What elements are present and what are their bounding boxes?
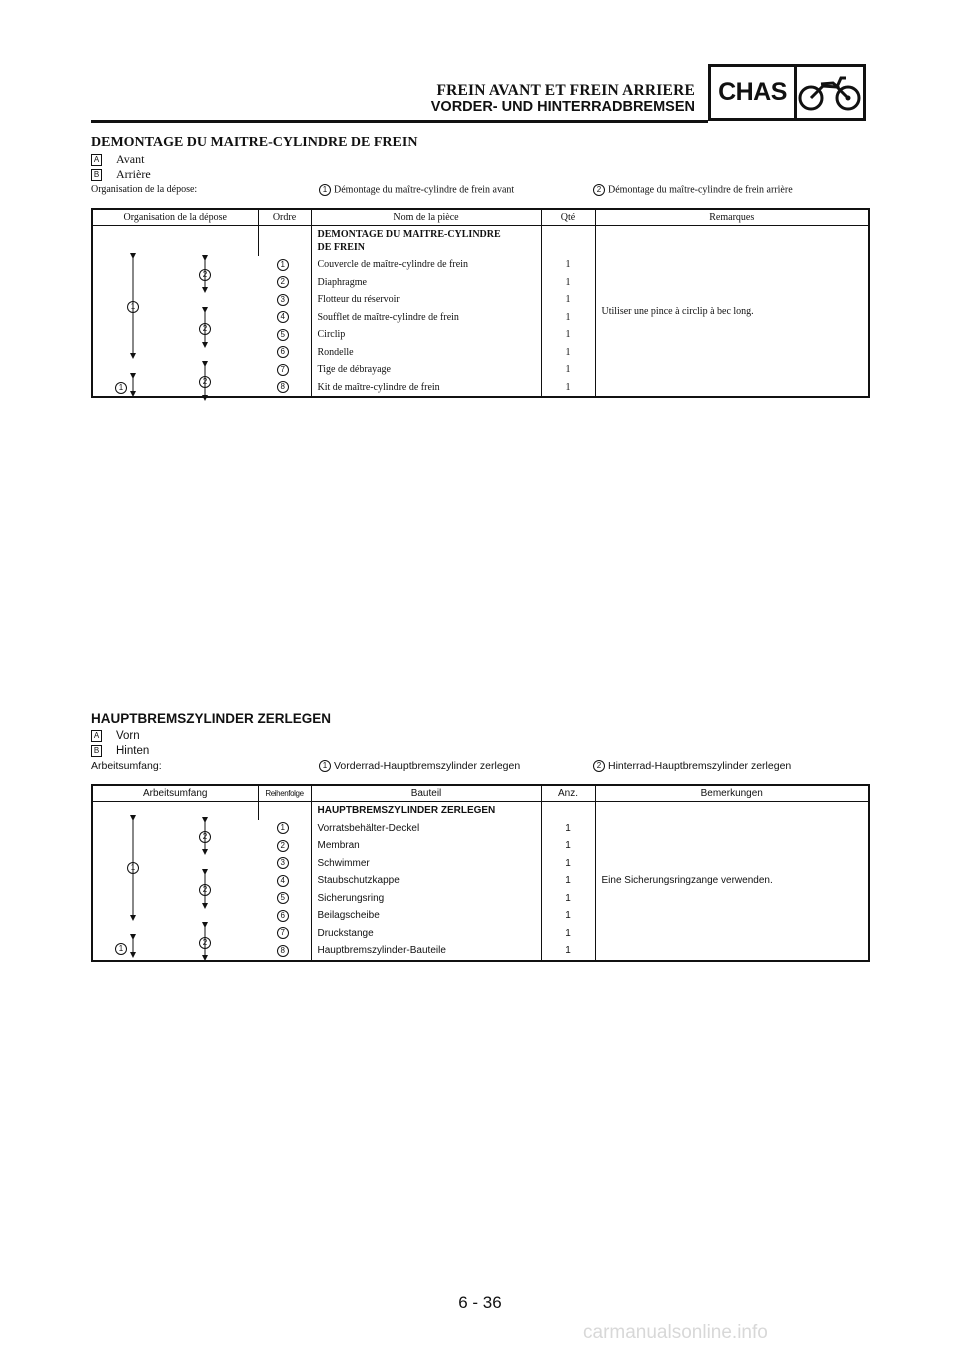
remark-cell: Eine Sicherungsringzange verwenden. <box>595 802 869 961</box>
section-title-de: HAUPTBREMSZYLINDER ZERLEGEN <box>91 711 332 726</box>
parts-table-de <box>91 784 870 962</box>
part-qty: 1 <box>541 942 595 961</box>
order-number: 1 <box>277 822 289 834</box>
label-a-text: Avant <box>116 152 145 166</box>
part-qty: 1 <box>541 890 595 908</box>
box-letter-b: B <box>91 745 102 757</box>
column-header: Bemerkungen <box>595 785 869 802</box>
part-name: Flotteur du réservoir <box>311 291 541 309</box>
part-name: Circlip <box>311 326 541 344</box>
part-qty: 1 <box>541 855 595 873</box>
header-rule <box>91 120 708 123</box>
column-header: Qté <box>541 209 595 226</box>
column-header: Ordre <box>258 209 311 226</box>
motorcycle-icon <box>797 67 863 118</box>
section-row-title: HAUPTBREMSZYLINDER ZERLEGEN <box>311 802 541 820</box>
label-b-text: Arrière <box>116 167 151 181</box>
diagram-label: 2 <box>199 269 211 281</box>
order-number: 4 <box>277 311 289 323</box>
part-name: Druckstange <box>311 925 541 943</box>
order-number: 7 <box>277 364 289 376</box>
parts-table-fr <box>91 208 870 398</box>
section-title-fr: DEMONTAGE DU MAITRE-CYLINDRE DE FREIN <box>91 135 418 150</box>
part-name: Diaphragme <box>311 274 541 292</box>
part-name: Hauptbremszylinder-Bauteile <box>311 942 541 961</box>
part-qty: 1 <box>541 274 595 292</box>
part-name: Beilagscheibe <box>311 907 541 925</box>
part-qty: 1 <box>541 379 595 398</box>
box-letter-b: B <box>91 169 102 181</box>
section-row-title <box>311 226 541 257</box>
header-title-fr: FREIN AVANT ET FREIN ARRIERE <box>436 82 695 99</box>
order-number: 4 <box>277 875 289 887</box>
part-qty: 1 <box>541 344 595 362</box>
part-qty: 1 <box>541 309 595 327</box>
column-header: Remarques <box>595 209 869 226</box>
scope-line-fr <box>91 184 871 198</box>
part-name: Staubschutzkappe <box>311 872 541 890</box>
table-row <box>92 226 869 257</box>
diagram-label: 2 <box>199 376 211 388</box>
part-name: Tige de débrayage <box>311 361 541 379</box>
part-qty: 1 <box>541 820 595 838</box>
removal-order-diagram <box>92 226 258 398</box>
scope-item-1-text: Vorderrad-Hauptbremszylinder zerlegen <box>334 760 521 772</box>
order-number: 2 <box>277 276 289 288</box>
part-qty: 1 <box>541 291 595 309</box>
diagram-label: 2 <box>199 937 211 949</box>
diagram-label: 2 <box>199 831 211 843</box>
part-name: Membran <box>311 837 541 855</box>
table-header-row <box>92 785 869 802</box>
table-row <box>92 802 869 820</box>
part-name: Schwimmer <box>311 855 541 873</box>
order-number: 2 <box>277 840 289 852</box>
box-letter-a: A <box>91 154 102 166</box>
column-header: Arbeitsumfang <box>92 785 258 802</box>
part-qty: 1 <box>541 361 595 379</box>
column-header: Organisation de la dépose <box>92 209 258 226</box>
removal-order-diagram <box>92 802 258 961</box>
scope-item-2 <box>593 184 793 196</box>
part-qty: 1 <box>541 872 595 890</box>
label-a-fr <box>91 152 871 167</box>
part-name: Sicherungsring <box>311 890 541 908</box>
remark-cell: Utiliser une pince à circlip à bec long. <box>595 226 869 398</box>
section-de <box>91 710 871 774</box>
column-header: Bauteil <box>311 785 541 802</box>
scope-item-2 <box>593 760 791 772</box>
header-title-de: VORDER- UND HINTERRADBREMSEN <box>430 99 695 115</box>
part-name: Kit de maître-cylindre de frein <box>311 379 541 398</box>
diagram-label: 2 <box>199 323 211 335</box>
column-header: Nom de la pièce <box>311 209 541 226</box>
order-number: 6 <box>277 346 289 358</box>
circled-number-icon: 1 <box>319 184 331 196</box>
circled-number-icon: 2 <box>593 184 605 196</box>
label-b-de <box>91 743 871 758</box>
scope-item-1 <box>319 760 520 772</box>
scope-label: Arbeitsumfang: <box>91 760 162 772</box>
scope-label: Organisation de la dépose: <box>91 184 198 195</box>
order-number: 5 <box>277 892 289 904</box>
label-b-fr <box>91 167 871 182</box>
scope-item-1-text: Démontage du maître-cylindre de frein avant <box>334 184 515 196</box>
section-row-line2: DE FREIN <box>317 242 366 253</box>
diagram-label: 1 <box>115 382 127 394</box>
label-b-text: Hinten <box>116 744 150 757</box>
order-number: 1 <box>277 259 289 271</box>
circled-number-icon: 1 <box>319 760 331 772</box>
part-qty: 1 <box>541 837 595 855</box>
part-name: Couvercle de maître-cylindre de frein <box>311 256 541 274</box>
scope-item-2-text: Démontage du maître-cylindre de frein arrière <box>608 184 793 196</box>
part-qty: 1 <box>541 925 595 943</box>
box-letter-a: A <box>91 730 102 742</box>
order-number: 8 <box>277 381 289 393</box>
chapter-badge <box>708 64 866 121</box>
column-header: Reihenfolge <box>258 785 311 802</box>
part-name: Rondelle <box>311 344 541 362</box>
label-a-text: Vorn <box>116 729 140 742</box>
scope-item-2-text: Hinterrad-Hauptbremszylinder zerlegen <box>608 760 792 772</box>
table-header-row <box>92 209 869 226</box>
circled-number-icon: 2 <box>593 760 605 772</box>
order-number: 3 <box>277 857 289 869</box>
page-number: 6 - 36 <box>458 1293 502 1312</box>
column-header: Anz. <box>541 785 595 802</box>
part-qty: 1 <box>541 907 595 925</box>
diagram-label: 2 <box>199 884 211 896</box>
part-name: Vorratsbehälter-Deckel <box>311 820 541 838</box>
scope-line-de <box>91 760 871 774</box>
section-fr <box>91 134 871 198</box>
order-number: 3 <box>277 294 289 306</box>
watermark: carmanualsonline.info <box>583 1322 768 1343</box>
label-a-de <box>91 728 871 743</box>
order-number: 7 <box>277 927 289 939</box>
scope-item-1 <box>319 184 514 196</box>
diagram-label: 1 <box>127 862 139 874</box>
part-name: Soufflet de maître-cylindre de frein <box>311 309 541 327</box>
order-number: 6 <box>277 910 289 922</box>
chapter-badge-label: CHAS <box>711 67 797 118</box>
order-number: 5 <box>277 329 289 341</box>
diagram-label: 1 <box>127 301 139 313</box>
order-number: 8 <box>277 945 289 957</box>
diagram-label: 1 <box>115 943 127 955</box>
part-qty: 1 <box>541 256 595 274</box>
section-row-line1: DEMONTAGE DU MAITRE-CYLINDRE <box>317 229 501 240</box>
part-qty: 1 <box>541 326 595 344</box>
